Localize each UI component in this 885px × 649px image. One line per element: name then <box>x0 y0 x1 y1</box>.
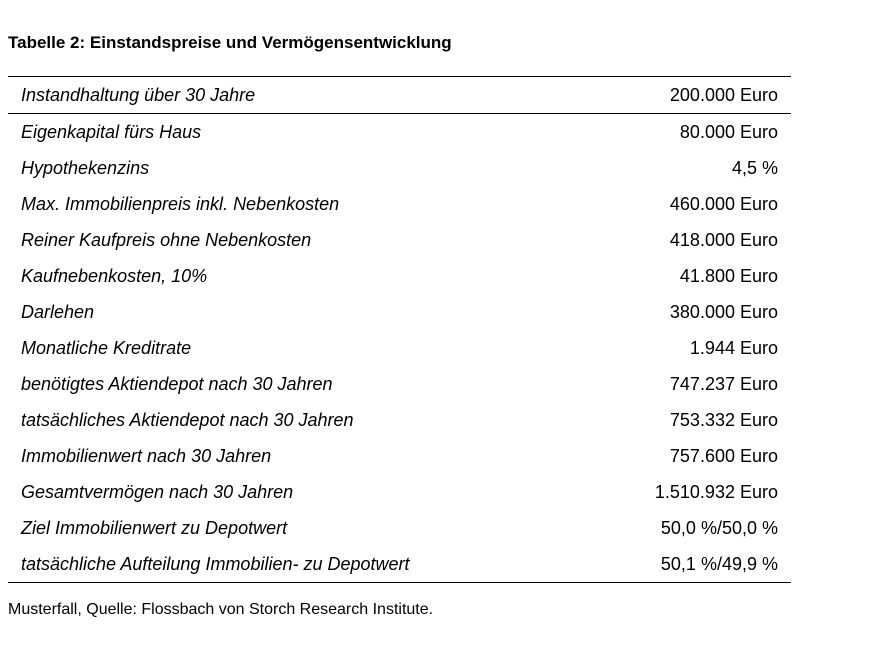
row-value: 50,1 %/49,9 % <box>660 553 778 574</box>
row-label: Immobilienwert nach 30 Jahren <box>21 445 272 466</box>
row-value: 418.000 Euro <box>669 229 778 250</box>
table-row <box>8 438 791 474</box>
row-label: Monatliche Kreditrate <box>21 337 192 358</box>
row-label: Kaufnebenkosten, 10% <box>21 265 208 286</box>
table-row <box>8 222 791 258</box>
row-label: Instandhaltung über 30 Jahre <box>21 84 256 105</box>
row-label: Reiner Kaufpreis ohne Nebenkosten <box>21 229 312 250</box>
table-title: Tabelle 2: Einstandspreise und Vermögensentwicklung <box>8 33 452 52</box>
table-row <box>8 114 791 150</box>
table-row <box>8 186 791 222</box>
table-row <box>8 294 791 330</box>
data-table <box>8 76 791 583</box>
row-label: Max. Immobilienpreis inkl. Nebenkosten <box>21 193 340 214</box>
row-label: tatsächliche Aufteilung Immobilien- zu Depotwert <box>21 553 410 574</box>
row-label: Darlehen <box>21 301 95 322</box>
table-row <box>8 150 791 186</box>
row-value: 50,0 %/50,0 % <box>660 517 778 538</box>
row-label: Hypothekenzins <box>21 157 150 178</box>
row-value: 1.944 Euro <box>689 337 778 358</box>
row-value: 380.000 Euro <box>669 301 778 322</box>
row-value: 4,5 % <box>731 157 778 178</box>
row-value: 1.510.932 Euro <box>654 481 778 502</box>
row-value: 80.000 Euro <box>679 121 778 142</box>
row-value: 753.332 Euro <box>669 409 778 430</box>
row-value: 460.000 Euro <box>669 193 778 214</box>
table-row <box>8 510 791 546</box>
table-row <box>8 330 791 366</box>
row-value: 757.600 Euro <box>669 445 778 466</box>
row-label: Eigenkapital fürs Haus <box>21 121 202 142</box>
row-value: 41.800 Euro <box>679 265 778 286</box>
row-label: tatsächliches Aktiendepot nach 30 Jahren <box>21 409 354 430</box>
row-label: benötigtes Aktiendepot nach 30 Jahren <box>21 373 333 394</box>
row-label: Ziel Immobilienwert zu Depotwert <box>21 517 288 538</box>
table-row <box>8 546 791 582</box>
table-row <box>8 366 791 402</box>
row-value: 200.000 Euro <box>669 84 778 105</box>
table-row <box>8 77 791 114</box>
row-label: Gesamtvermögen nach 30 Jahren <box>21 481 294 502</box>
table-row <box>8 474 791 510</box>
row-value: 747.237 Euro <box>669 373 778 394</box>
table-row <box>8 258 791 294</box>
source-note: Musterfall, Quelle: Flossbach von Storch Research Institute. <box>8 601 434 618</box>
table-row <box>8 402 791 438</box>
